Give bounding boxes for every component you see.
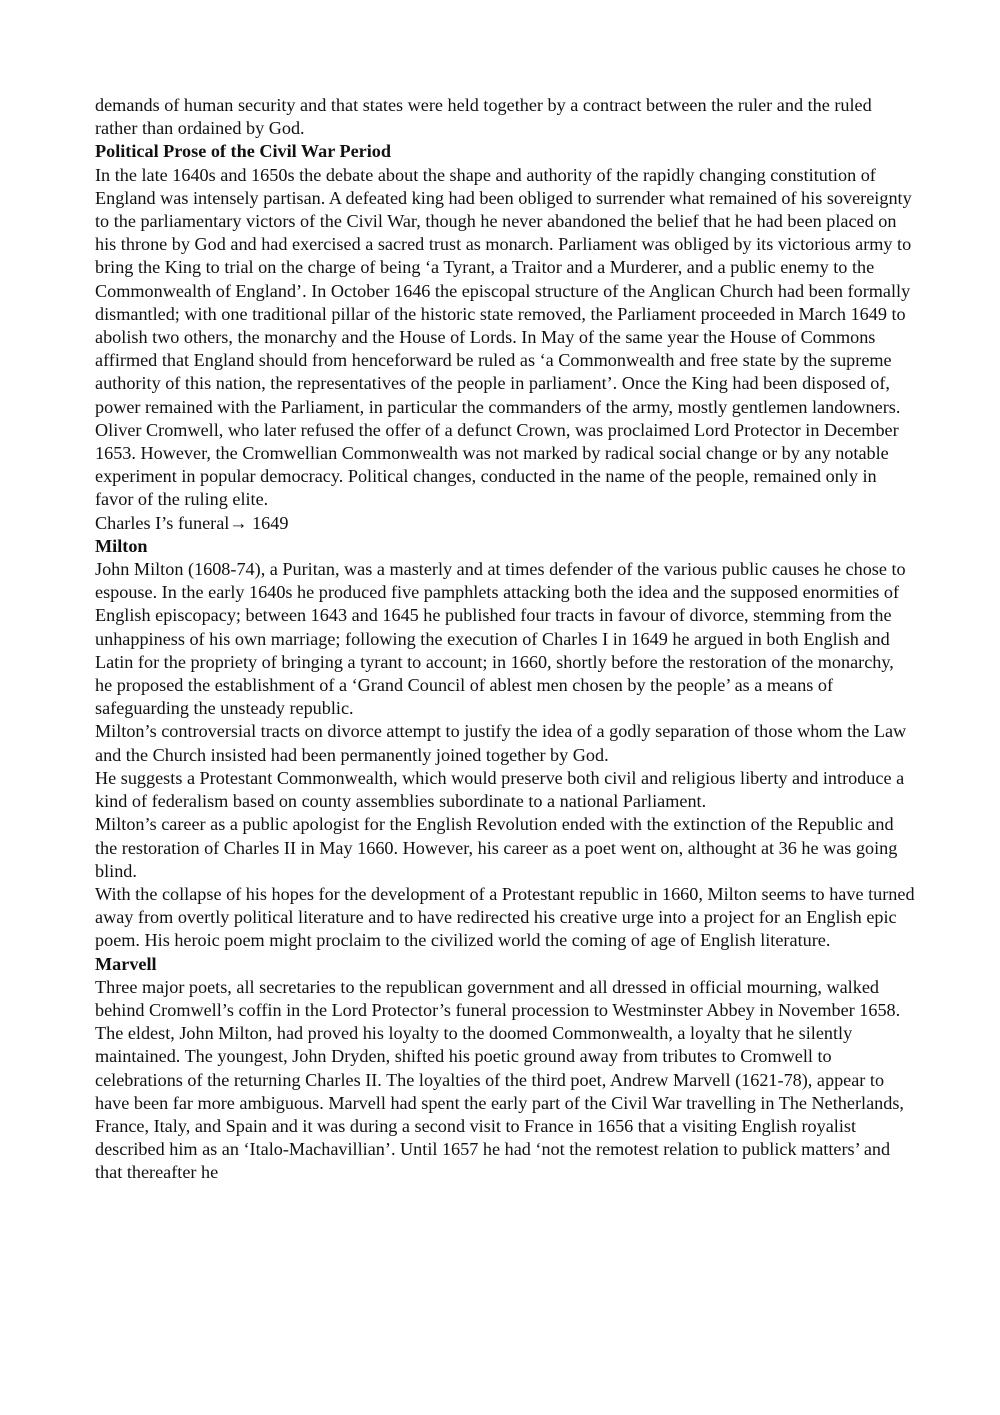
paragraph-civil-war-debate: In the late 1640s and 1650s the debate about the shape and authority of the rapidly changing constitution of England was intensely partisan. A defeated king had been obliged to surrender what remained of his sovereignty to the parliamentary victors of the Civil War, though he never abandoned the belief that he had been placed on his throne by God and had exercised a sacred trust as monarch. Parliament was obliged by its victorious army to bring the King to trial on the charge of being ‘a Tyrant, a Traitor and a Murderer, and a public enemy to the Commonwealth of England’. In October 1646 the episcopal structure of the Anglican Church had been formally dismantled; with one traditional pillar of the historic state removed, the Parliament proceeded in March 1649 to abolish two others, the monarchy and the House of Lords. In May of the same year the House of Commons affirmed that England should from henceforward be ruled as ‘a Commonwealth and free state by the supreme authority of this nation, the representatives of the people in parliament’. Once the King had been disposed of, power remained with the Parliament, in particular the commanders of the army, mostly gentlemen landowners. Oliver Cromwell, who later refused the offer of a defunct Crown, was proclaimed Lord Protector in December 1653. However, the Cromwellian Commonwealth was not marked by radical social change or by any notable experiment in popular democracy. Political changes, conducted in the name of the people, remained only in favor of the ruling elite. xyxy=(95,164,912,510)
paragraph-milton-commonwealth: He suggests a Protestant Commonwealth, which would preserve both civil and religious liberty and introduce a kind of federalism based on county assemblies subordinate to a national Parliament. xyxy=(95,767,905,812)
document-page xyxy=(95,94,915,1185)
paragraph-milton-pamphlets: John Milton (1608-74), a Puritan, was a masterly and at times defender of the various public causes he chose to espouse. In the early 1640s he produced five pamphlets attacking both the idea and the supposed enormities of English episcopacy; between 1643 and 1645 he published four tracts in favour of divorce, stemming from the unhappiness of his own marriage; following the execution of Charles I in 1649 he argued in both English and Latin for the propriety of bringing a tyrant to account; in 1660, shortly before the restoration of the monarchy, he proposed the establishment of a ‘Grand Council of ablest men chosen by the people’ as a means of safeguarding the unsteady republic. xyxy=(95,559,906,719)
paragraph-milton-career: Milton’s career as a public apologist for the English Revolution ended with the extinction of the Republic and the restoration of Charles II in May 1660. However, his career as a poet went on, althought at 36 he was going blind. xyxy=(95,814,898,881)
paragraph-milton-divorce: Milton’s controversial tracts on divorce attempt to justify the idea of a godly separation of those whom the Law and the Church insisted had been permanently joined together by God. xyxy=(95,721,907,765)
paragraph-marvell: Three major poets, all secretaries to the republican government and all dressed in official mourning, walked behind Cromwell’s coffin in the Lord Protector’s funeral procession to Westminster Abbey in November 1658. The eldest, John Milton, had proved his loyalty to the doomed Commonwealth, a loyalty that he silently maintained. The youngest, John Dryden, shifted his poetic ground away from tributes to Cromwell to celebrations of the returning Charles II. The loyalties of the third poet, Andrew Marvell (1621-78), appear to have been far more ambiguous. Marvell had spent the early part of the Civil War travelling in The Netherlands, France, Italy, and Spain and it was during a second visit to France in 1656 that a visiting English royalist described him as an ‘Italo-Machavillian’. Until 1657 he had ‘not the remotest relation to publick matters’ and that thereafter he xyxy=(95,976,904,1183)
paragraph-intro-continuation: demands of human security and that states were held together by a contract between the ruler and the ruled rather than ordained by God. xyxy=(95,95,872,139)
heading-marvell: Marvell xyxy=(95,953,157,974)
heading-milton: Milton xyxy=(95,535,148,556)
heading-political-prose: Political Prose of the Civil War Period xyxy=(95,141,392,162)
paragraph-milton-epic: With the collapse of his hopes for the development of a Protestant republic in 1660, Milton seems to have turned away from overtly political literature and to have redirected his creative urge into a project for an English epic poem. His heroic poem might proclaim to the civilized world the coming of age of English literature. xyxy=(95,883,915,951)
note-charles-funeral: Charles I’s funeral→ 1649 xyxy=(95,512,289,533)
